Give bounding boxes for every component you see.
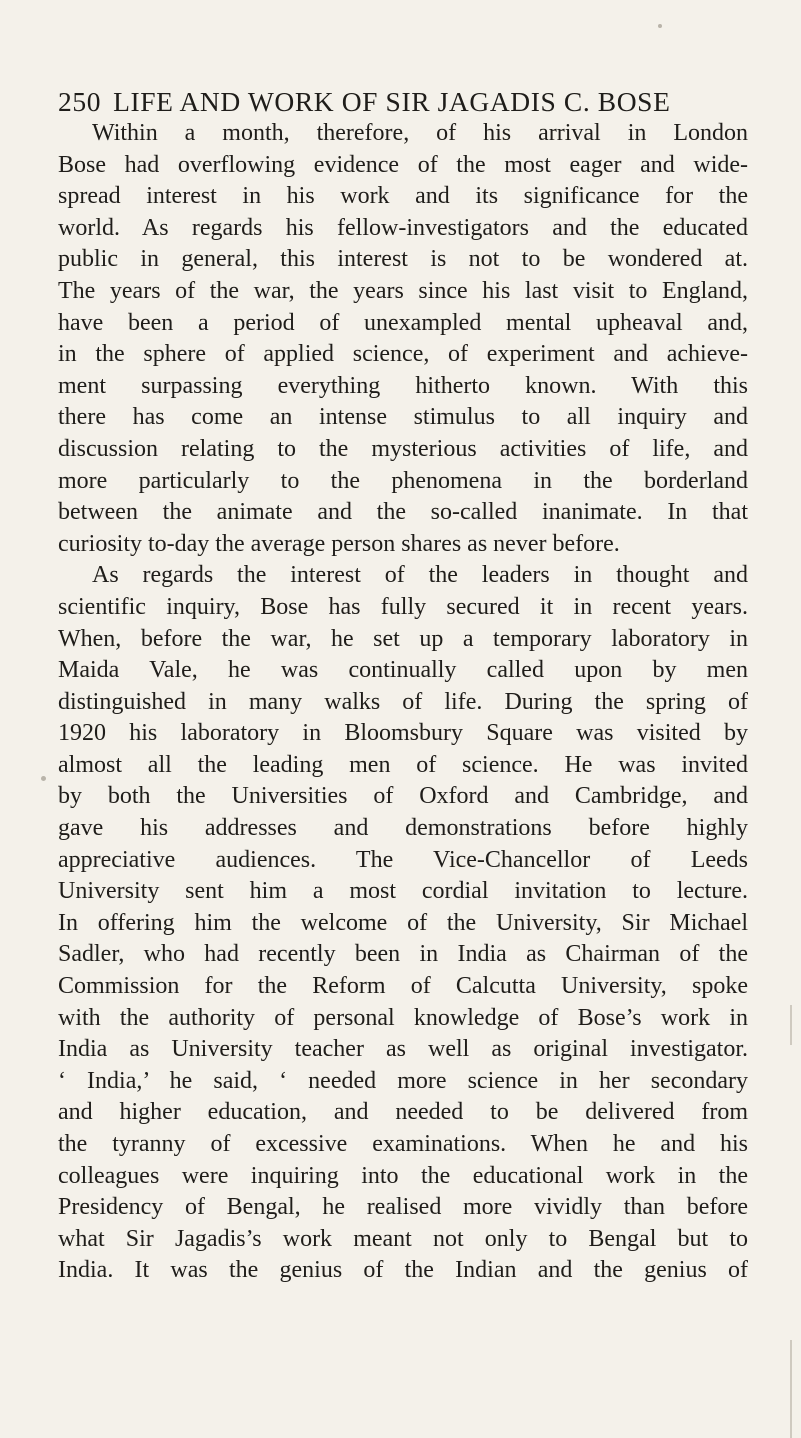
text-line: India. It was the genius of the Indian and the genius of — [58, 1257, 748, 1284]
running-title: LIFE AND WORK OF SIR JAGADIS C. BOSE — [113, 86, 671, 117]
text-line: India as University teacher as well as original investigator. — [58, 1036, 748, 1063]
body-text — [58, 118, 748, 1287]
running-head — [58, 84, 758, 120]
text-line: by both the Universities of Oxford and Cambridge, and — [58, 783, 748, 810]
text-line: As regards the interest of the leaders in thought and — [92, 562, 748, 589]
text-line: spread interest in his work and its significance for the — [58, 183, 748, 210]
text-line: colleagues were inquiring into the educational work in the — [58, 1162, 748, 1189]
text-line: 1920 his laboratory in Bloomsbury Square was visited by — [58, 720, 748, 747]
text-line: between the animate and the so-called inanimate. In that — [58, 499, 748, 526]
text-line: Commission for the Reform of Calcutta University, spoke — [58, 973, 748, 1000]
text-line: what Sir Jagadis’s work meant not only to Bengal but to — [58, 1225, 748, 1252]
text-line: the tyranny of excessive examinations. When he and his — [58, 1131, 748, 1157]
text-line: The years of the war, the years since his last visit to England, — [58, 277, 748, 304]
text-line: Maida Vale, he was continually called upon by men — [58, 657, 748, 684]
text-line: Bose had overflowing evidence of the most eager and wide- — [58, 151, 748, 178]
text-line: discussion relating to the mysterious activities of life, and — [58, 435, 748, 462]
text-line: appreciative audiences. The Vice-Chancellor of Leeds — [58, 846, 748, 873]
text-line: there has come an intense stimulus to all inquiry and — [58, 404, 748, 431]
text-line: Presidency of Bengal, he realised more vividly than before — [58, 1194, 748, 1221]
text-line: scientific inquiry, Bose has fully secured it in recent years. — [58, 593, 748, 620]
page-edge-mark — [790, 1340, 792, 1438]
text-line: Sadler, who had recently been in India as Chairman of the — [58, 941, 748, 968]
text-line: When, before the war, he set up a temporary laboratory in — [58, 625, 748, 652]
text-line: In offering him the welcome of the University, Sir Michael — [58, 909, 748, 936]
scan-speck — [658, 24, 662, 28]
text-line: distinguished in many walks of life. During the spring of — [58, 688, 748, 715]
text-line: public in general, this interest is not to be wondered at. — [58, 246, 748, 273]
text-line: world. As regards his fellow-investigators and the educated — [58, 214, 748, 241]
text-line: Within a month, therefore, of his arrival in London — [92, 120, 748, 146]
text-line: University sent him a most cordial invitation to lecture. — [58, 878, 748, 905]
text-line: in the sphere of applied science, of experiment and achieve- — [58, 341, 748, 368]
text-line: ment surpassing everything hitherto known. With this — [58, 372, 748, 399]
text-line: with the authority of personal knowledge of Bose’s work in — [58, 1004, 748, 1031]
text-line: have been a period of unexampled mental upheaval and, — [58, 309, 748, 336]
text-line: almost all the leading men of science. He was invited — [58, 751, 748, 778]
text-line: more particularly to the phenomena in the borderland — [58, 467, 748, 494]
text-line: curiosity to-day the average person shares as never before. — [58, 530, 620, 557]
text-line: and higher education, and needed to be delivered from — [58, 1099, 748, 1126]
scan-speck — [41, 776, 46, 781]
text-line: ‘ India,’ he said, ‘ needed more science in her secondary — [58, 1067, 748, 1094]
page-number: 250 — [58, 86, 102, 117]
page-edge-mark — [790, 1005, 792, 1045]
text-line: gave his addresses and demonstrations before highly — [58, 815, 748, 842]
